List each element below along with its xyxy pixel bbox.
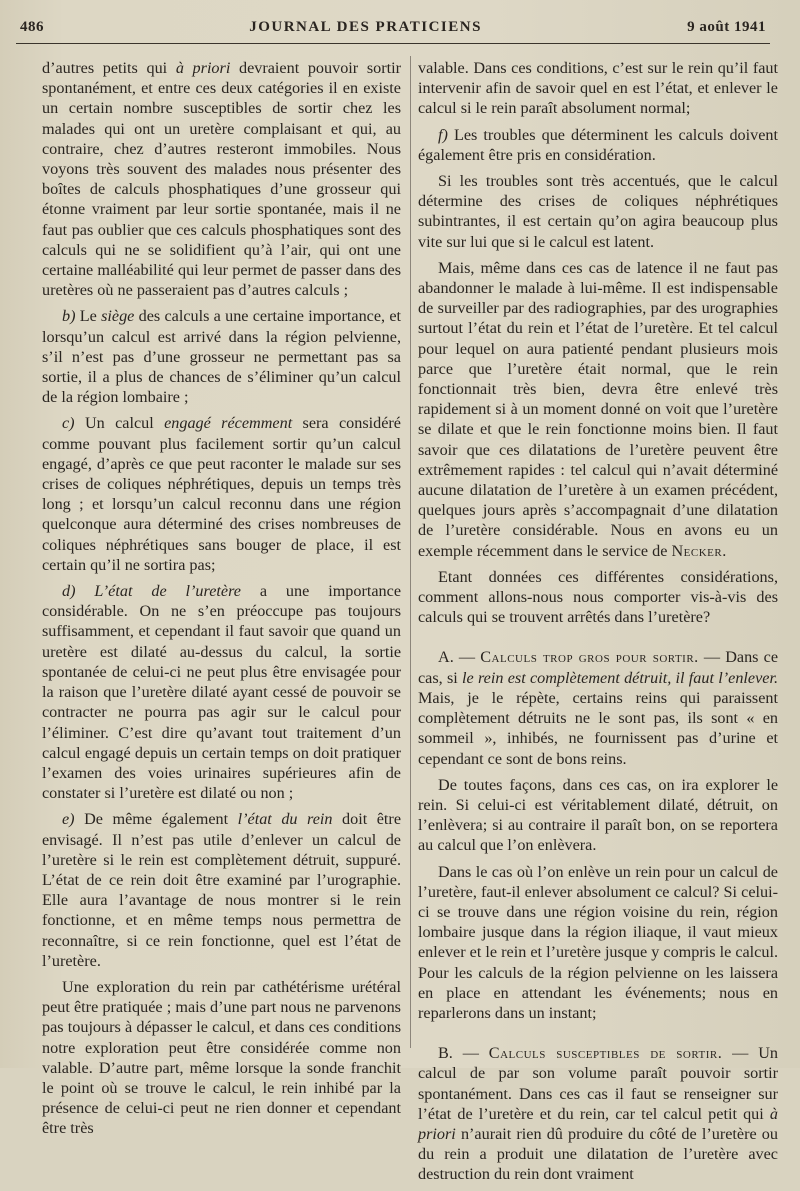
paragraph-explorer: De toutes façons, dans ces cas, on ira explorer le rein. Si celui-ci est véritablement dilaté, détruit, on l’enlèvera; si au contraire il paraît bon, on se reportera au calcul que l’on enlèvera. — [418, 775, 778, 855]
journal-title: JOURNAL DES PRATICIENS — [249, 18, 482, 35]
paragraph-e: e) De même également l’état du rein doit être envisagé. Il n’est pas utile d’enlever un calcul de l’uretère si le rein est complètement détruit, suppuré. L’état de ce rein doit être examiné par l’urographie. Elle aura l’avantage de nous montrer si le rein fonctionne, et en même temps nous permettra de reconnaître, si ce rein fonctionne, quel est l’état de l’uretère. — [42, 810, 402, 970]
left-column — [42, 58, 401, 1145]
paragraph-troubles: Si les troubles sont très accentués, que le calcul détermine des crises de coliques néphrétiques subintrantes, il est certain qu’on agira beaucoup plus vite sur lui que si le calcul est latent. — [418, 172, 778, 251]
paragraph-d: d) L’état de l’uretère a une importance considérable. On ne s’en préoccupe pas toujours suffisamment, et cependant il faut savoir que quand un uretère est dilaté au-dessus du calcul, la sortie spontanée de celui-ci ne peut plus être envisagée pour la raison que l’uretère dilaté ayant cessé de pouvoir se contracter ne pourra pas agir sur le calcul pour l’éliminer. C’est dire qu’avant tout traitement d’un calcul engagé depuis un certain temps on doit pratiquer l’examen des voies urinaires supérieures afin de constater si l’uretère est dilaté ou non ; — [42, 582, 402, 803]
page-header — [20, 14, 766, 40]
section-a: A. — Calculs trop gros pour sortir. — Dans ce cas, si le rein est complètement détruit, il faut l’enlever. Mais, je le répète, certains reins qui paraissent complètement détruits ne le sont pas, ils sont « en sommeil », inhibés, ne fournissent pas d’urine et cependant ce sont de bons reins. — [418, 648, 779, 768]
header-rule — [16, 43, 770, 44]
paragraph-c: c) Un calcul engagé récemment sera considéré comme pouvant plus facilement sortir qu’un calcul engagé, d’après ce que peut raconter le malade sur ses crises de coliques néphrétiques, depuis un temps très long ; et lorsqu’un calcul reconnu dans une région quelconque aura déterminé des crises nombreuses de coliques néphrétiques sans bouger de place, il est certain qu’il ne sortira pas; — [42, 414, 401, 574]
paragraph-continued-right: valable. Dans ces conditions, c’est sur le rein qu’il faut intervenir afin de savoir quel en est l’état, et enlever le calcul si le rein paraît absolument normal; — [418, 59, 778, 118]
page-number: 486 — [20, 18, 44, 35]
paragraph-considerations: Etant données ces différentes considérations, comment allons-nous nous comporter vis-à-vis des calculs qui se trouvent arrêtés dans l’uretère? — [418, 567, 778, 627]
paragraph-continued: d’autres petits qui à priori devraient pouvoir sortir spontanément, et entre ces deux catégories il en existe un certain nombre susceptibles de sortir chez les malades qui ont un uretère complaisant et qui, au contraire, chez d’autres resteront immobiles. Nous voyons très souvent des malades nous présenter des boîtes de calculs phosphatiques d’une grosseur qui étonne vraiment par leur sortie spontanée, mais il ne faut pas oublier que ces calculs phosphatiques sont des calculs qui ne se solidifient qu’à l’air, qui ont une certaine malléabilité qui leur permet de passer dans des uretères où ne passeraient pas d’autres calculs ; — [42, 59, 401, 300]
paragraph-enlever: Dans le cas où l’on enlève un rein pour un calcul de l’uretère, faut-il enlever absolument ce calcul? Si celui-ci se trouve dans une région voisine du rein, région lombaire jusque dans la région iliaque, il vaut mieux enlever et le rein et l’uretère jusque y compris le calcul. Pour les calculs de la région pelvienne on les laissera en place en attendant les événements; nous en reparlerons dans un instant; — [418, 862, 779, 1022]
paragraph-latence: Mais, même dans ces cas de latence il ne faut pas abandonner le malade à lui-même. Il est indispensable de surveiller par des radiographies, par des urographies surtout l’état du rein et l’état de l’uretère. Et tel calcul pour lequel on aura patienté pendant plusieurs mois parce que l’uretère était normal, que le rein fonctionnait très bien, devra être enlevé très rapidement si à un moment donné on voit que l’uretère se dilate et que le rein fonctionne moins bien. Il faut savoir que ces dilatations de l’uretère peuvent être extrêmement rapides : tel calcul qui n’avait déterminé aucune dilatation de l’uretère à un examen précédent, quelques jours après s’accompagnait d’une dilatation de l’uretère considérable. Nous en avons eu un exemple récemment dans le service de Necker. — [418, 258, 778, 560]
issue-date: 9 août 1941 — [687, 18, 766, 35]
paragraph-b: b) Le siège des calculs a une certaine importance, et lorsqu’un calcul est arrivé dans la région pelvienne, s’il n’est pas d’une grosseur ne permettant pas sa sortie, il a plus de chances de s’éliminer qu’un calcul de la région lombaire ; — [42, 307, 402, 407]
paragraph-f: f) Les troubles que déterminent les calculs doivent également être pris en considération. — [418, 125, 778, 164]
paragraph-exploration: Une exploration du rein par cathétérisme urétéral peut être pratiquée ; mais d’une part nous ne parvenons pas toujours à dépasser le calcul, et dans ces conditions notre exploration peut être considérée comme non valable. D’autre part, même lorsque la sonde franchit le point où se trouve le calcul, le rein inhibé par la présence de celui-ci peut ne rien donner et cependant être très — [42, 977, 401, 1138]
section-b: B. — Calculs susceptibles de sortir. — Un calcul de par son volume paraît pouvoir sortir spontanément. Dans ces cas il faut se renseigner sur l’état de l’uretère et du rein, car tel calcul petit qui à priori n’aurait rien dû produire du côté de l’uretère ou du rein a produit une dilatation de l’uretère avec destruction du rein dont vraiment — [418, 1044, 779, 1184]
right-column — [418, 58, 778, 1191]
column-divider — [410, 56, 411, 1048]
